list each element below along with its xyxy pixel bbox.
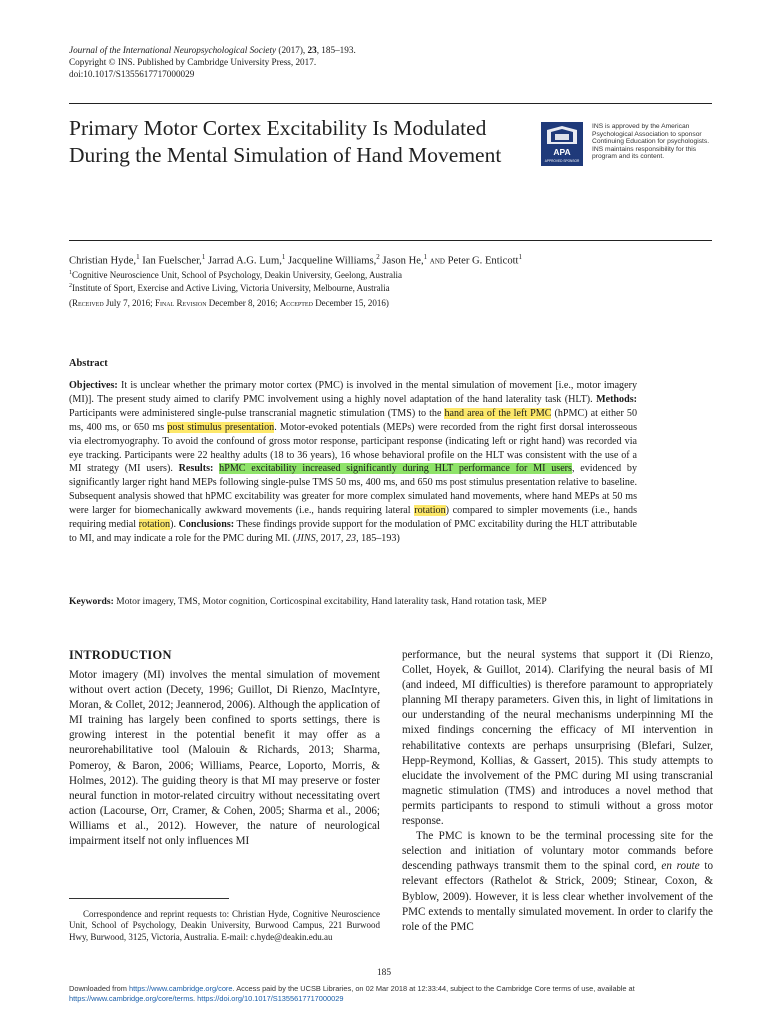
highlight-results: hPMC excitability increased significantly during HLT performance for MI users xyxy=(219,463,572,475)
abstract-heading: Abstract xyxy=(69,358,108,369)
doi-line: doi:10.1017/S1355617717000029 xyxy=(69,69,195,79)
received-label: Received xyxy=(72,298,104,308)
title-rule xyxy=(69,240,712,241)
title-line-2: During the Mental Simulation of Hand Movement xyxy=(69,143,502,167)
journal-header xyxy=(69,44,356,80)
results-label: Results: xyxy=(178,463,214,475)
apa-logo-text: APA xyxy=(553,147,571,157)
right-column xyxy=(402,648,713,935)
page-number: 185 xyxy=(376,968,392,978)
cambridge-core-link[interactable]: https://www.cambridge.org/core xyxy=(128,984,233,993)
download-sep: . xyxy=(193,994,198,1003)
journal-citation xyxy=(69,44,356,56)
author-2-sup: 1 xyxy=(201,253,206,261)
intro-en-route: en route xyxy=(661,860,700,873)
author-1-sup: 1 xyxy=(136,253,140,261)
revision-label: Final Revision xyxy=(154,298,207,308)
results-text-4: ). xyxy=(170,519,179,531)
author-3: Jarrad A.G. Lum, xyxy=(208,255,282,267)
keywords-text: Motor imagery, TMS, Motor cognition, Corticospinal excitability, Hand laterality task, Hand rotation task, MEP xyxy=(113,596,547,607)
download-notice xyxy=(69,984,729,1004)
footnote-rule xyxy=(69,898,229,899)
affiliation-1 xyxy=(69,268,719,281)
terms-link[interactable]: https://www.cambridge.org/core/terms xyxy=(69,994,194,1003)
introduction-heading: INTRODUCTION xyxy=(69,648,172,662)
affiliation-1-sup: 1 xyxy=(69,270,72,276)
highlight-rotation-lateral: rotation xyxy=(414,505,446,517)
journal-year: (2017), xyxy=(276,45,308,55)
author-6: Peter G. Enticott xyxy=(447,255,519,267)
intro-paragraph-3-a: The PMC is known to be the terminal processing site for the selection and initiation of voluntary motor commands before descending pathways transmit them to the spinal cord, xyxy=(402,830,713,873)
copyright-line: Copyright © INS. Published by Cambridge University Press, 2017. xyxy=(69,57,317,67)
apa-note: INS is approved by the American Psychological Association to sponsor Continuing Education for psychologists. INS maintains responsibility for this program and its content. xyxy=(592,123,710,161)
author-1: Christian Hyde, xyxy=(69,255,137,267)
accepted-label: Accepted xyxy=(279,298,313,308)
cite-volume: 23 xyxy=(345,532,357,544)
download-prefix: Downloaded from xyxy=(69,984,129,993)
keywords-label: Keywords: xyxy=(69,596,114,607)
results-text-2: , evidenced by significantly larger right hand MEPs following single-pulse TMS 50 ms, 400 ms, and 650 ms post stimulus presentation relative to baseline. Subsequent analysis showed that hPMC excitability was greater for more complex simulated hand movements, where hand MEPs at 50 ms were larger for biomechanically awkward movements (i.e., hands requiring lateral xyxy=(69,463,637,517)
objectives-text: It is unclear whether the primary motor cortex (PMC) is involved in the mental simulation of movement [i.e., motor imagery (MI)]. The present study aimed to clarify PMC involvement using a highly novel adaptation of the hand laterality task (HLT). xyxy=(69,380,637,405)
apa-logo-graphic xyxy=(541,122,583,166)
cite-year: , 2017, xyxy=(315,532,346,544)
author-2: Ian Fuelscher, xyxy=(142,255,202,267)
intro-paragraph-3-b: to relevant effectors (Rathelot & Strick, 2009; Stinear, Coxon, & Byblow, 2009). However, it is less clear whether involvement of the PMC extends to mentally simulated movement. In order to clarify the role of the PMC xyxy=(402,860,714,933)
methods-text-1: Participants were administered single-pulse transcranial magnetic stimulation (TMS) to the xyxy=(69,407,445,419)
author-5: Jason He, xyxy=(382,255,424,267)
affiliation-2-text: Institute of Sport, Exercise and Active Living, Victoria University, Melbourne, Australia xyxy=(72,283,390,293)
journal-name: Journal of the International Neuropsychological Society xyxy=(69,45,277,55)
journal-pages: , 185–193. xyxy=(316,45,356,55)
cite-pages: , 185–193) xyxy=(356,532,400,544)
affiliation-1-text: Cognitive Neuroscience Unit, School of Psychology, Deakin University, Geelong, Australia xyxy=(72,270,403,280)
keywords xyxy=(69,595,709,608)
article-title xyxy=(69,115,539,169)
author-4: Jacqueline Williams, xyxy=(288,255,377,267)
apa-logo xyxy=(541,122,583,166)
results-text-3: ) compared to simpler movements (i.e., hands requiring medial xyxy=(69,505,637,531)
author-list xyxy=(69,250,719,269)
revision-date: December 8, 2016; xyxy=(206,298,280,308)
highlight-rotation-medial: rotation xyxy=(138,519,171,531)
author-4-sup: 2 xyxy=(376,253,380,261)
conclusions-label: Conclusions: xyxy=(178,519,235,531)
received-date: July 7, 2016; xyxy=(103,298,155,308)
author-and: and xyxy=(429,256,445,267)
apa-logo-subtext: APPROVED SPONSOR xyxy=(544,159,580,163)
methods-text-3: . Motor-evoked potentials (MEPs) were recorded from the right first dorsal interosseous via electromyography. To avoid the confound of gross motor response, participant response (indicating left or right hand) was recorded via eye tracking. Participants were 22 healthy adults (18 to 36 years), 16 whose behavioral profile on the HLT was consistent with the use of a MI strategy (MI users). xyxy=(69,421,638,475)
affiliation-2 xyxy=(69,281,719,294)
intro-paragraph-1: Motor imagery (MI) involves the mental simulation of movement without overt action (Decety, 1996; Guillot, Di Rienzo, MacIntyre, Moran, & Collet, 2012; Jeannerod, 2006). Although the application of MI training has largely been confined to sports settings, there is growing interest in the potential benefit it may offer as a neurorehabilitative tool (Malouin & Richards, 2013; Sharma, Pomeroy, & Baron, 2006; Williams, Pearce, Loporto, Morris, & Holmes, 2012). The guiding theory is that MI may preserve or foster neural function in motor-related circuitry without necessitating overt action (Lacourse, Orr, Cramer, & Cohen, 2005; Sharma et al., 2006; Williams et al., 2012). However, the nature of neurological impairment itself not only influences MI xyxy=(69,669,380,848)
download-mid: . Access paid by the UCSB Libraries, on 02 Mar 2018 at 12:33:44, subject to the Cambridge Core terms of use, available at xyxy=(232,984,635,993)
methods-label: Methods: xyxy=(596,393,637,405)
methods-text-2: (hPMC) at either 50 ms, 400 ms, or 650 ms xyxy=(69,407,637,433)
abstract-body xyxy=(69,379,637,546)
intro-paragraph-3 xyxy=(402,829,713,935)
affiliations xyxy=(69,268,719,294)
intro-paragraph-2: performance, but the neural systems that support it (Di Rienzo, Collet, Hoyek, & Guillot, 2014). Clarifying the neural basis of MI (and indeed, MI difficulties) is therefore paramount to appropriately planning MI therapy parameters. Given this, in light of limitations in our understanding of the neural mechanisms underpinning MI the mixed findings concerning the efficacy of MI intervention in rehabilitative contexts are perhaps unsurprising (Blefari, Sulzer, Hepp-Reymond, Kollias, & Gassert, 2015). This study attempts to elucidate the involvement of the PMC during MI using transcranial magnetic stimulation (TMS) and introduces a novel method that permits participants to respond to stimuli without a gross motor response. xyxy=(402,649,713,828)
author-6-sup: 1 xyxy=(518,253,522,261)
author-3-sup: 1 xyxy=(281,253,286,261)
left-column xyxy=(69,648,380,849)
article-dates: (Received July 7, 2016; Final Revision December 8, 2016; Accepted December 15, 2016) xyxy=(69,298,389,308)
objectives-label: Objectives: xyxy=(69,380,118,391)
affiliation-2-sup: 2 xyxy=(69,283,72,289)
header-rule xyxy=(69,103,712,104)
conclusions-text: These findings provide support for the modulation of PMC excitability during the HLT attributable to MI, and may indicate a role for the PMC during MI. ( xyxy=(69,519,637,544)
highlight-post-stimulus: post stimulus presentation xyxy=(167,421,275,433)
author-5-sup: 1 xyxy=(423,253,428,261)
doi-link[interactable]: https://doi.org/10.1017/S1355617717000029 xyxy=(197,994,344,1003)
title-line-1: Primary Motor Cortex Excitability Is Modulated xyxy=(69,116,487,140)
journal-volume: 23 xyxy=(307,45,317,55)
cite-journal: JINS xyxy=(296,532,316,544)
accepted-date: December 15, 2016) xyxy=(312,298,389,308)
correspondence-footnote: Correspondence and reprint requests to: Christian Hyde, Cognitive Neuroscience Unit, School of Psychology, Deakin University, Burwood Campus, 221 Burwood Hwy, Burwood, 3125, Victoria, Australia. E-mail: c.hyde@deakin.edu.au xyxy=(69,909,380,942)
highlight-hand-area: hand area of the left PMC xyxy=(444,407,552,419)
